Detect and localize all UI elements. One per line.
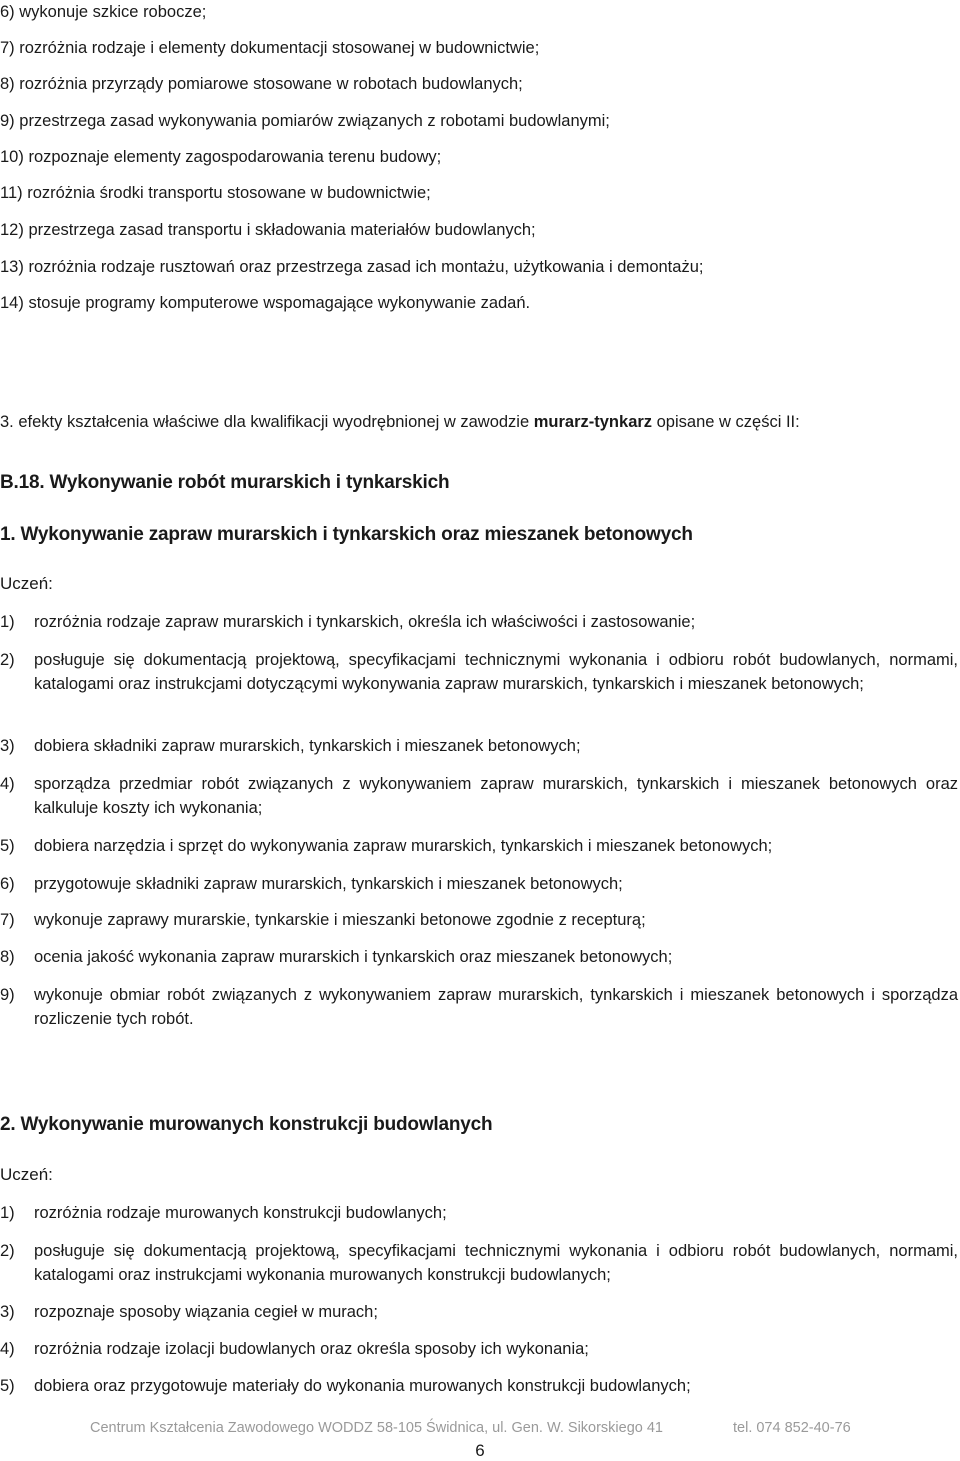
item-text: przestrzega zasad transportu i składowania materiałów budowlanych;	[28, 221, 536, 239]
item-text: wykonuje zaprawy murarskie, tynkarskie i mieszanki betonowe zgodnie z recepturą;	[34, 911, 646, 929]
item-text: wykonuje szkice robocze;	[19, 3, 207, 21]
section-2-item	[0, 1201, 958, 1225]
section-1-item	[0, 834, 958, 858]
section-2-item	[0, 1374, 958, 1398]
item-number: 8)	[0, 75, 15, 93]
item-text: rozróżnia rodzaje i elementy dokumentacji stosowanej w budownictwie;	[19, 39, 540, 57]
item-number: 2)	[0, 1242, 15, 1260]
section-2-item	[0, 1239, 958, 1287]
list-item	[0, 294, 530, 313]
item-text: przestrzega zasad wykonywania pomiarów związanych z robotami budowlanymi;	[19, 112, 610, 130]
item-number: 1)	[0, 1204, 15, 1222]
item-number: 6)	[0, 875, 15, 893]
item-text: rozpoznaje sposoby wiązania cegieł w murach;	[34, 1303, 378, 1321]
intro-text: 3. efekty kształcenia właściwe dla kwalifikacji wyodrębnionej w zawodzie	[0, 413, 534, 431]
item-text: rozpoznaje elementy zagospodarowania terenu budowy;	[28, 148, 442, 166]
item-number: 2)	[0, 651, 15, 669]
item-text: posługuje się dokumentacją projektową, specyfikacjami technicznymi wykonania i odbioru robót budowlanych, normami, katalogami oraz instrukcjami dotyczącymi wykonywania zapraw murarskich, tynkarskich i mieszanek betonowych;	[34, 651, 958, 693]
qualification-intro	[0, 413, 800, 432]
item-number: 10)	[0, 148, 24, 166]
item-number: 1)	[0, 613, 15, 631]
list-item	[0, 221, 536, 240]
item-number: 8)	[0, 948, 15, 966]
section-1-item	[0, 610, 958, 634]
footer-organization: Centrum Kształcenia Zawodowego WODDZ 58-105 Świdnica, ul. Gen. W. Sikorskiego 41	[90, 1420, 663, 1436]
item-text: ocenia jakość wykonania zapraw murarskich i tynkarskich oraz mieszanek betonowych;	[34, 948, 673, 966]
list-item	[0, 148, 441, 167]
item-number: 6)	[0, 3, 15, 21]
item-text: przygotowuje składniki zapraw murarskich, tynkarskich i mieszanek betonowych;	[34, 875, 623, 893]
list-item	[0, 39, 539, 58]
item-number: 7)	[0, 911, 15, 929]
item-number: 14)	[0, 294, 24, 312]
item-text: sporządza przedmiar robót związanych z wykonywaniem zapraw murarskich, tynkarskich i mieszanek betonowych oraz kalkuluje koszty ich wykonania;	[34, 775, 958, 817]
section-1-item	[0, 908, 958, 932]
item-text: rozróżnia środki transportu stosowane w budownictwie;	[27, 184, 431, 202]
item-text: rozróżnia przyrządy pomiarowe stosowane w robotach budowlanych;	[19, 75, 523, 93]
item-text: wykonuje obmiar robót związanych z wykonywaniem zapraw murarskich, tynkarskich i mieszanek betonowych i sporządza rozliczenie tych robót.	[34, 986, 958, 1028]
item-text: stosuje programy komputerowe wspomagające wykonywanie zadań.	[28, 294, 531, 312]
list-item	[0, 112, 610, 131]
footer-phone: tel. 074 852-40-76	[733, 1420, 851, 1436]
section-2-item	[0, 1337, 958, 1361]
list-item	[0, 258, 703, 277]
list-item	[0, 75, 523, 94]
section-1-item	[0, 648, 958, 696]
item-number: 7)	[0, 39, 15, 57]
item-number: 3)	[0, 737, 15, 755]
section-1-item	[0, 772, 958, 820]
item-text: dobiera narzędzia i sprzęt do wykonywania zapraw murarskich, tynkarskich i mieszanek betonowych;	[34, 837, 773, 855]
profession-name: murarz-tynkarz	[533, 413, 653, 431]
item-number: 11)	[0, 184, 23, 202]
section-1-heading: 1. Wykonywanie zapraw murarskich i tynkarskich oraz mieszanek betonowych	[0, 524, 693, 545]
item-number: 4)	[0, 775, 15, 793]
intro-text-end: opisane w części II:	[652, 413, 800, 431]
list-item	[0, 184, 431, 203]
page-number: 6	[475, 1441, 485, 1460]
section-2-heading: 2. Wykonywanie murowanych konstrukcji budowlanych	[0, 1114, 493, 1135]
item-number: 3)	[0, 1303, 15, 1321]
item-number: 9)	[0, 986, 15, 1004]
item-number: 5)	[0, 837, 15, 855]
item-number: 12)	[0, 221, 24, 239]
section-1-item	[0, 872, 958, 896]
qualification-heading: B.18. Wykonywanie robót murarskich i tynkarskich	[0, 472, 450, 493]
item-text: rozróżnia rodzaje rusztowań oraz przestrzega zasad ich montażu, użytkowania i demontażu;	[28, 258, 704, 276]
item-number: 13)	[0, 258, 24, 276]
section-1-item	[0, 983, 958, 1031]
item-number: 4)	[0, 1340, 15, 1358]
item-text: rozróżnia rodzaje izolacji budowlanych oraz określa sposoby ich wykonania;	[34, 1340, 589, 1358]
item-number: 9)	[0, 112, 15, 130]
section-2-uczen-label: Uczeń:	[0, 1165, 53, 1184]
item-number: 5)	[0, 1377, 15, 1395]
section-2-item	[0, 1300, 958, 1324]
section-1-item	[0, 734, 958, 758]
list-item	[0, 3, 206, 22]
item-text: dobiera oraz przygotowuje materiały do wykonania murowanych konstrukcji budowlanych;	[34, 1377, 691, 1395]
item-text: rozróżnia rodzaje zapraw murarskich i tynkarskich, określa ich właściwości i zastosowanie;	[34, 613, 696, 631]
item-text: rozróżnia rodzaje murowanych konstrukcji budowlanych;	[34, 1204, 447, 1222]
section-1-uczen-label: Uczeń:	[0, 574, 53, 593]
section-1-item	[0, 945, 958, 969]
item-text: posługuje się dokumentacją projektową, specyfikacjami technicznymi wykonania i odbioru robót budowlanych, normami, katalogami oraz instrukcjami wykonania murowanych konstrukcji budowlanych;	[34, 1242, 958, 1284]
item-text: dobiera składniki zapraw murarskich, tynkarskich i mieszanek betonowych;	[34, 737, 581, 755]
